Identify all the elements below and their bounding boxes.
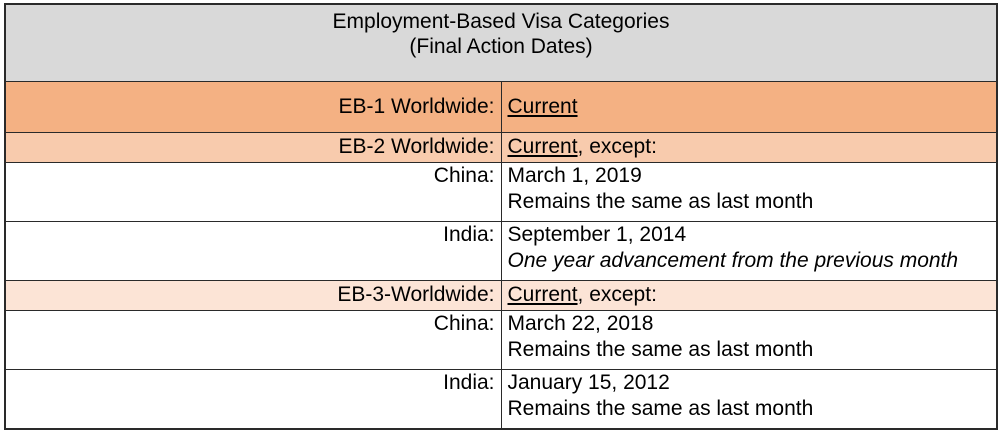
eb1-value-cell xyxy=(501,81,997,132)
eb2-row xyxy=(6,132,997,162)
eb1-label: EB-1 Worldwide: xyxy=(6,81,502,132)
eb3-india-label: India: xyxy=(6,369,502,428)
eb2-china-date: March 1, 2019 xyxy=(507,164,642,188)
eb2-current-link[interactable]: Current xyxy=(507,135,578,159)
eb3-current-link[interactable]: Current xyxy=(507,283,578,307)
eb3-china-value xyxy=(501,311,997,370)
table-subtitle: (Final Action Dates) xyxy=(409,35,593,58)
eb2-value-cell xyxy=(501,132,997,162)
eb2-india-row xyxy=(6,221,997,280)
eb3-row xyxy=(6,280,997,310)
eb3-china-label: China: xyxy=(6,311,502,370)
eb3-china-date: March 22, 2018 xyxy=(507,312,654,335)
eb2-china-row xyxy=(6,163,997,222)
eb3-india-row xyxy=(6,369,997,428)
eb3-except-text: , except: xyxy=(577,283,657,307)
eb3-china-row xyxy=(6,311,997,370)
eb2-india-label: India: xyxy=(6,221,502,280)
table-title: Employment-Based Visa Categories xyxy=(332,10,670,33)
visa-bulletin-table-container xyxy=(4,3,998,430)
eb2-india-date: September 1, 2014 xyxy=(507,222,687,246)
eb3-india-date: January 15, 2012 xyxy=(507,370,670,394)
eb2-china-note: Remains the same as last month xyxy=(507,190,814,214)
eb3-label: EB-3-Worldwide: xyxy=(6,280,502,310)
table-header-row xyxy=(6,5,997,82)
eb3-india-note: Remains the same as last month xyxy=(507,396,814,420)
eb2-india-note: One year advancement from the previous month xyxy=(507,248,959,272)
eb2-label: EB-2 Worldwide: xyxy=(6,132,502,162)
eb1-current-link[interactable]: Current xyxy=(507,94,578,118)
table-title-cell xyxy=(6,5,997,82)
visa-bulletin-table xyxy=(5,4,997,429)
eb2-china-label: China: xyxy=(6,163,502,222)
eb2-except-text: , except: xyxy=(577,135,657,159)
eb2-china-value xyxy=(501,163,997,222)
eb2-india-value xyxy=(501,221,997,280)
eb1-row xyxy=(6,81,997,132)
eb3-china-note: Remains the same as last month xyxy=(507,338,814,361)
eb3-value-cell xyxy=(501,280,997,310)
eb3-india-value xyxy=(501,369,997,428)
